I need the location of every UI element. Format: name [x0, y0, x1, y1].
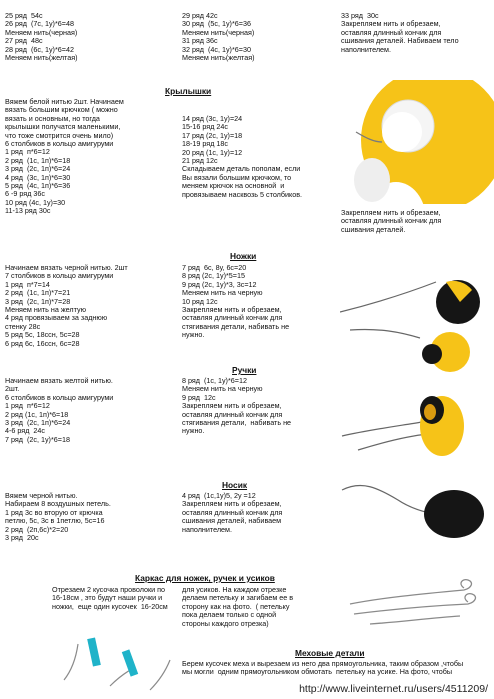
text-line: оставляя длинный кончик для [341, 216, 442, 226]
text-line: нужно. [182, 426, 205, 436]
footer-url: http://www.liveinternet.ru/users/4511209/ [299, 683, 488, 695]
text-line: меняем крючок на основной и [182, 181, 285, 191]
wings-col3 [341, 209, 441, 234]
fur-title: Меховые детали [295, 648, 365, 658]
arms-col1 [5, 377, 113, 444]
wings-col1 [5, 98, 124, 215]
text-line: мы могли одним прямоугольником обмотать петельку на усике. На фото, чтобы [182, 667, 453, 677]
text-line: Отрезаем 2 кусочка проволоки по [52, 585, 166, 594]
text-line: для усиков. На каждом отрезке [182, 585, 287, 594]
text-line: наполнителем. [182, 524, 232, 534]
text-line: 6 ряд 6с, 16ссн, 6с=28 [5, 338, 80, 348]
text-line: 4 ряд (3с, 1п)*6=30 [5, 172, 71, 182]
text-line: что тоже смотрится очень мило) [5, 130, 114, 140]
text-line: Вяжем черной нитью. [5, 491, 78, 500]
text-line: Закрепляем нить и обрезаем, [182, 304, 282, 314]
text-line: 27 ряд 48с [5, 36, 43, 46]
text-line: 8 ряд (2с, 1у)*5=15 [182, 271, 245, 281]
nose-black [424, 490, 484, 538]
text-line: 2 ряд (1с, 1п)*7=21 [5, 288, 71, 298]
teal-fur-strip-1 [87, 637, 101, 666]
text-line: Меняем нить на черную [182, 384, 263, 394]
text-line: 26 ряд (7с, 1у)*6=48 [5, 19, 74, 29]
text-line: 4-6 ряд 24с [5, 426, 45, 436]
text-line: оставляя длинный кончик для [182, 409, 283, 419]
text-line: 1 ряд п*6=12 [5, 147, 50, 157]
text-line: 18-19 ряд 18с [182, 139, 228, 149]
text-line: 4 ряд (1с,1у)5, 2у =12 [182, 491, 256, 500]
text-line: Меняем нить(желтая) [5, 52, 78, 62]
text-line: сшивания деталей. Набиваем тело [341, 36, 459, 46]
frame-col2 [182, 586, 293, 628]
arms-title: Ручки [232, 365, 257, 375]
text-line: 3 ряд (2с, 1п)*6=24 [5, 164, 71, 174]
text-line: 6 столбиков в кольцо амигуруми [5, 138, 114, 148]
wing-photo [338, 80, 494, 204]
wire-loop-1 [350, 580, 471, 604]
top-col1 [5, 12, 78, 62]
text-line: ножки, еще один кусочек 16-20см [52, 601, 168, 611]
text-line: Закрепляем нить и обрезаем, [341, 19, 441, 29]
text-line: Складываем деталь пополам, если [182, 164, 301, 174]
nose-col1 [5, 492, 111, 542]
text-line: 3 ряд 20с [5, 532, 39, 542]
text-line: Закрепляем нить и обрезаем, [341, 208, 441, 217]
nose-col2 [182, 492, 282, 534]
text-line: 7 ряд 6с, 8у, 6с=20 [182, 263, 247, 272]
text-line: делаем петельку и загибаем ее в [182, 593, 294, 603]
arms-col2 [182, 377, 291, 436]
text-line: 31 ряд 36с [182, 36, 218, 46]
legs-col2 [182, 264, 289, 340]
text-line: оставляя длинный кончик для [182, 507, 283, 517]
white-wing-shadow [354, 158, 390, 202]
text-line: Меняем нить на желтую [5, 304, 86, 314]
nose-title: Носик [222, 480, 248, 490]
leg2-black [422, 344, 442, 364]
text-line: крылышки получатся маленькими, [5, 122, 121, 132]
text-line: 2 ряд (1с, 1п)*6=18 [5, 409, 69, 419]
text-line: 21 ряд 12с [182, 155, 218, 165]
frame-title: Каркас для ножек, ручек и усиков [135, 573, 275, 583]
text-line: Берем кусочек меха и вырезаем из него два прямоугольника, таким образом ,чтобы [182, 659, 464, 668]
text-line: Меняем нить(желтая) [182, 52, 255, 62]
text-line: 17 ряд (2с, 1у)=18 [182, 130, 243, 140]
text-line: 29 ряд 42с [182, 11, 218, 20]
wings-col2 [182, 115, 302, 199]
text-line: 30 ряд (5с, 1у)*6=36 [182, 19, 251, 29]
arm-inner [424, 404, 436, 420]
text-line: Закрепляем нить и обрезаем, [182, 401, 282, 411]
legs-photo [340, 262, 494, 372]
text-line: 8 ряд (1с, 1у)*6=12 [182, 376, 247, 385]
text-line: 32 ряд (4с, 1у)*6=30 [182, 44, 251, 54]
arm-wire-2 [358, 434, 428, 450]
fur-wire-1 [64, 644, 78, 680]
text-line: 1 ряд п*7=14 [5, 279, 50, 289]
text-line: 9 ряд 12с [182, 392, 216, 402]
text-line: 5 ряд 5с, 18ссн, 5с=28 [5, 330, 80, 340]
top-col3 [341, 12, 459, 54]
text-line: наполнителем. [341, 44, 391, 54]
legs-col1 [5, 264, 128, 348]
text-line: Вяжем белой нитью 2шт. Начинаем [5, 97, 124, 106]
leg-wire-1 [340, 282, 436, 312]
text-line: 3 ряд (2с, 1п)*6=24 [5, 417, 71, 427]
text-line: сшивания деталей, набиваем [182, 516, 282, 526]
frame-wire-photo [340, 570, 494, 630]
arms-photo [338, 380, 494, 460]
text-line: Начинаем вязать желтой нитью. [5, 376, 113, 385]
text-line: вязать большим крючком ( можно [5, 105, 118, 115]
text-line: оставляя длинный кончик для [182, 313, 283, 323]
text-line: Вы вязали большим крючком, то [182, 172, 292, 182]
nose-photo [338, 470, 494, 552]
text-line: 9 ряд (2с, 1у)*3, 3с=12 [182, 279, 257, 289]
text-line: 14 ряд (3с, 1у)=24 [182, 114, 243, 123]
text-line: 1 ряд п*6=12 [5, 401, 50, 411]
text-line: 11-13 ряд 30с [5, 206, 51, 216]
legs-title: Ножки [230, 251, 257, 261]
text-line: 1 ряд 3с во вторую от крючка [5, 507, 103, 517]
text-line: вязать и основным, но тогда [5, 113, 100, 123]
text-line: сторону как на фото. ( петельку [182, 601, 290, 611]
text-line: нужно. [182, 330, 205, 340]
text-line: 4 ряд провязываем за заднюю [5, 313, 108, 323]
text-line: 3 ряд (2с, 1п)*7=28 [5, 296, 71, 306]
wings-title: Крылышки [165, 86, 212, 96]
text-line: стороны каждого отрезка) [182, 618, 269, 628]
fur-wire-3 [150, 660, 170, 690]
text-line: 28 ряд (6с, 1у)*6=42 [5, 44, 74, 54]
text-line: стенку 28с [5, 321, 41, 331]
text-line: Меняем нить на черную [182, 288, 263, 298]
text-line: Меняем нить(черная) [182, 27, 255, 37]
text-line: 2шт. [5, 384, 20, 394]
wire-loop-2 [354, 594, 475, 614]
text-line: 2 ряд (2п,6с)*2=20 [5, 524, 69, 534]
text-line: Меняем нить(черная) [5, 27, 78, 37]
text-line: Начинаем вязать черной нитью. 2шт [5, 263, 128, 272]
text-line: 2 ряд (1с, 1п)*6=18 [5, 155, 71, 165]
text-line: 6 -9 ряд 36с [5, 189, 45, 199]
text-line: 10 ряд (4с, 1у)=30 [5, 197, 66, 207]
text-line: 7 ряд (2с, 1у)*6=18 [5, 434, 70, 444]
text-line: петлю, 5с, 3с в 1петлю, 5с=16 [5, 516, 105, 526]
text-line: пока делаем только с одной [182, 610, 277, 620]
text-line: провязываем насквозь 5 столбиков. [182, 189, 303, 199]
text-line: 6 столбиков в кольцо амигуруми [5, 392, 114, 402]
nose-thread [342, 485, 434, 514]
frame-col1 [52, 586, 168, 611]
text-line: 25 ряд 54с [5, 11, 43, 20]
fur-text [182, 660, 463, 677]
text-line: Набираем 8 воздушных петель. [5, 499, 111, 509]
wire-straight [370, 616, 460, 624]
text-line: стягивания детали, набивать не [182, 417, 292, 427]
teal-fur-strip-2 [122, 649, 138, 676]
text-line: 7 столбиков в кольцо амигуруми [5, 271, 114, 281]
text-line: 20 ряд (1с, 1у)=12 [182, 147, 243, 157]
text-line: оставляя длинный кончик для [341, 27, 442, 37]
text-line: 10 ряд 12с [182, 296, 218, 306]
text-line: 33 ряд 30с [341, 11, 379, 20]
text-line: 16-18см , это будут наши ручки и [52, 593, 163, 603]
text-line: сшивания деталей. [341, 224, 406, 234]
white-wing-highlight [382, 112, 422, 152]
text-line: 15-16 ряд 24с [182, 122, 228, 132]
top-col2 [182, 12, 255, 62]
fur-photo [60, 630, 180, 694]
text-line: Закрепляем нить и обрезаем, [182, 499, 282, 509]
arm-wire-1 [342, 422, 422, 436]
text-line: стягивания детали, набивать не [182, 321, 290, 331]
text-line: 5 ряд (4с, 1п)*6=36 [5, 180, 71, 190]
leg-wire-2 [350, 329, 420, 338]
